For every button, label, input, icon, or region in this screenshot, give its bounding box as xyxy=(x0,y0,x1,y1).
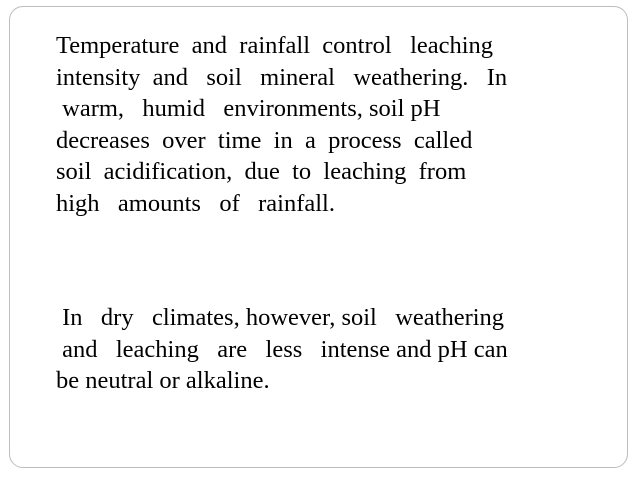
text-line: and leaching are less intense and pH can xyxy=(56,335,508,363)
paragraph-dry-climates xyxy=(56,302,508,397)
text-line: decreases over time in a process called xyxy=(56,126,473,154)
text-line: high amounts of rainfall. xyxy=(56,189,335,217)
text-line: soil acidification, due to leaching from xyxy=(56,158,467,185)
text-line: warm, humid environments, soil pH xyxy=(56,95,441,122)
text-line: intensity and soil mineral weathering. In xyxy=(56,63,508,91)
text-line: In dry climates, however, soil weathering xyxy=(56,304,505,331)
text-line: be neutral or alkaline. xyxy=(56,367,270,394)
text-line: Temperature and rainfall control leaching xyxy=(56,32,494,59)
paragraph-leaching-humid xyxy=(56,30,507,219)
